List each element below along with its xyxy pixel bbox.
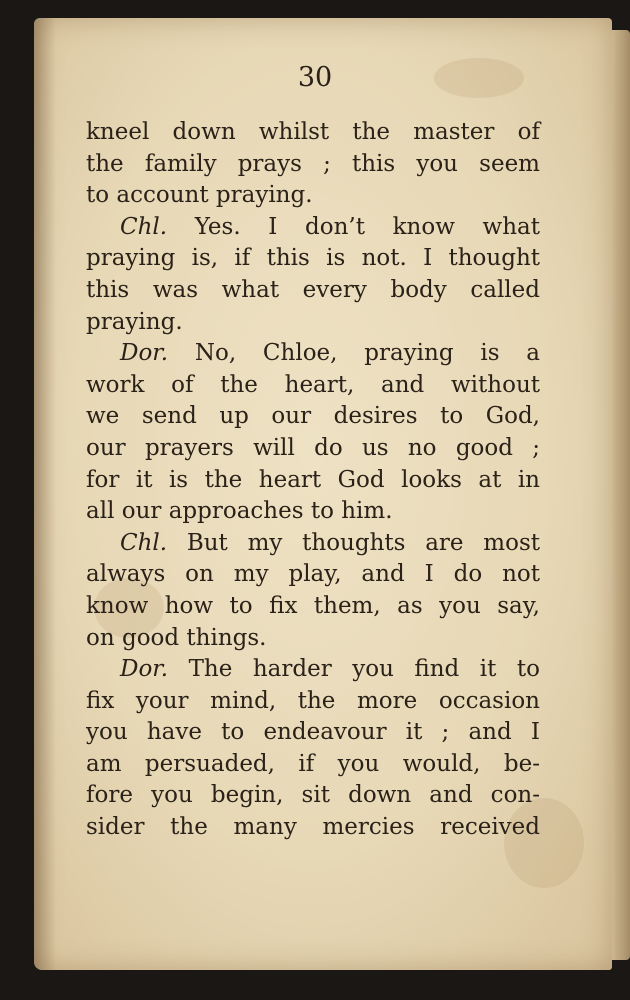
text-line [86,465,540,497]
body-text [86,117,540,844]
text-line [86,812,540,844]
text-line [86,591,540,623]
text-line [86,243,540,275]
line-text: we send up our desires to God, [86,403,540,430]
speaker-name: Chl. [120,529,168,556]
book-edge [612,30,630,960]
text-line [86,117,540,149]
speaker-name: Chl. [120,213,168,240]
line-text: Yes. I don’t know what [167,213,540,240]
text-line [86,275,540,307]
text-line [86,149,540,181]
text-line [86,528,540,560]
line-text: the family prays ; this you seem [86,150,540,177]
line-text: all our approaches to him. [86,498,393,525]
line-text: work of the heart, and without [86,371,540,398]
line-text: know how to fix them, as you say, [86,592,540,619]
text-line [86,749,540,781]
text-line [86,180,540,212]
text-line [86,370,540,402]
text-line [86,559,540,591]
line-text: The harder you find it to [168,656,540,683]
line-text: kneel down whilst the master of [86,119,540,145]
line-text: this was what every body called [86,276,540,303]
line-text: to account praying. [86,182,313,209]
line-text: on good things. [86,624,267,651]
line-text: sider the many mercies received [86,814,540,841]
text-line [86,717,540,749]
text-line [86,401,540,433]
text-line [86,623,540,655]
text-line [86,686,540,718]
line-text: But my thoughts are most [167,529,540,556]
line-text: fore you begin, sit down and con- [86,782,540,809]
line-text: you have to endeavour it ; and I [86,719,540,746]
line-text: our prayers will do us no good ; [86,434,540,461]
page-number: 30 [297,62,333,93]
text-line [86,433,540,465]
text-line [86,212,540,244]
text-line [86,496,540,528]
speaker-name: Dor. [120,656,169,683]
line-text: No, Chloe, praying is a [168,340,540,367]
line-text: fix your mind, the more occasion [86,687,540,714]
text-line [86,307,540,339]
line-text: praying is, if this is not. I thought [86,245,540,272]
line-text: praying. [86,308,183,335]
line-text: for it is the heart God looks at in [86,466,540,493]
line-text: always on my play, and I do not [86,561,540,588]
speaker-name: Dor. [120,340,169,367]
text-line [86,338,540,370]
text-line [86,654,540,686]
line-text: am persuaded, if you would, be- [86,750,540,777]
text-line [86,780,540,812]
